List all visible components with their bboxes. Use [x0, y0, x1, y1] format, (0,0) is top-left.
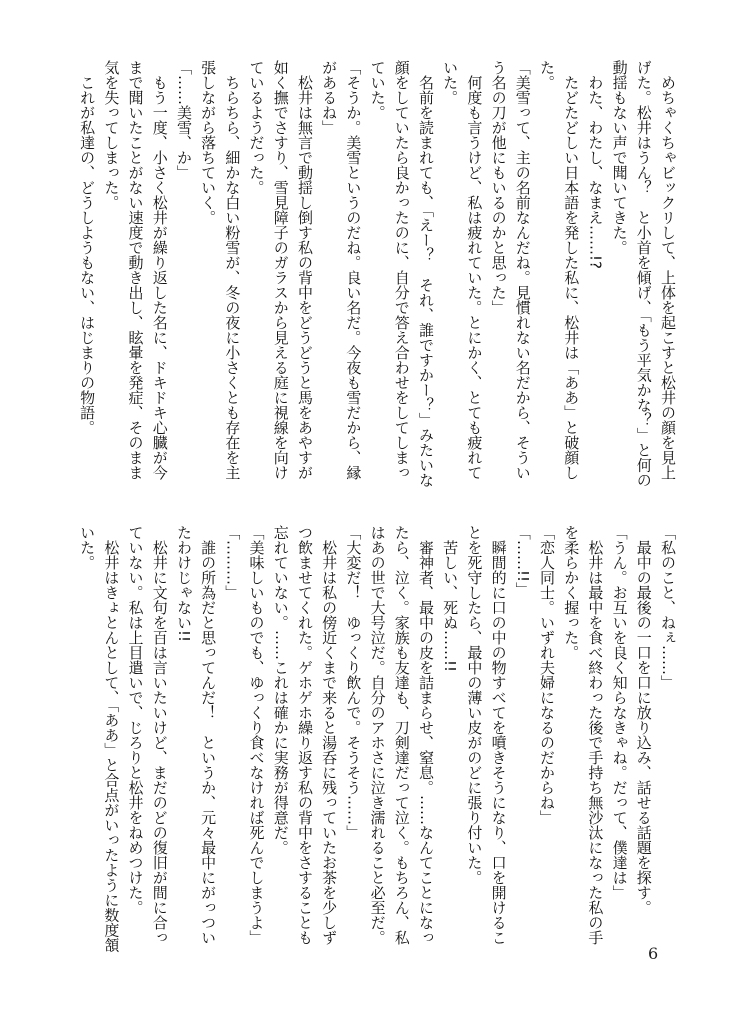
- text-line: を柔らかく握った。: [562, 525, 581, 660]
- text-line: はあの世で大号泣だ。自分のアホさに泣き濡れること必至だ。: [368, 525, 387, 945]
- text-line: 松井はきょとんとして、「ああ」と合点がいったように数度頷: [102, 525, 121, 953]
- text-line: う名の刀が他にもいるのかと思った」: [489, 60, 508, 315]
- text-line: 「大変だ！ ゆっくり飲んで。そうそう……」: [344, 525, 363, 840]
- text-line: いた。: [441, 60, 460, 105]
- text-line: 苦しい、死ぬ……!!: [441, 525, 460, 673]
- text-line: とを死守したら、最中の薄い皮がのどに張り付いた。: [465, 525, 484, 885]
- text-line: もう一度、小さく松井が繰り返した名に、ドキドキ心臓が今: [150, 60, 169, 480]
- text-line: 気を失ってしまった。: [102, 60, 121, 210]
- text-line: 「うん。お互いを良く知らなきゃね。だって、僕達は」: [610, 525, 629, 900]
- text-line: 「美味しいものでも、ゆっくり食べなければ死んでしまうよ」: [247, 525, 266, 945]
- text-line: げた。松井はうん？ と小首を傾げ、「もう平気かな？」と何の: [634, 60, 653, 488]
- text-line: めちゃくちゃビックリして、上体を起こすと松井の顔を見上: [659, 60, 677, 480]
- text-block-top: [74, 60, 680, 505]
- text-line: わた、わたし、なまえ……!?: [586, 60, 605, 269]
- text-line: 「そうか。美雪というのだね。良い名だ。今夜も雪だから、縁: [344, 60, 363, 480]
- text-line: 「……美雪、か」: [174, 60, 193, 180]
- text-line: 忘れていない。……これは確かに実務が得意だ。: [271, 525, 290, 855]
- text-line: 松井に文句を百は言いたいけど、まだのどの復旧が間に合っ: [150, 525, 169, 945]
- text-line: これが私達の、どうしようもない、はじまりの物語。: [78, 60, 97, 435]
- text-line: いた。: [78, 525, 97, 570]
- text-line: 松井は無言で動揺し倒す私の背中をどうどうと馬をあやすが: [295, 60, 314, 480]
- text-line: 張しながら落ちていく。: [199, 60, 218, 225]
- text-line: ているようだった。: [247, 60, 266, 195]
- text-line: 名前を読まれても、「えー？ それ、誰ですかー？」みたいな: [416, 60, 435, 488]
- text-line: 審神者、最中の皮を詰まらせ、窒息。……なんてことになっ: [416, 525, 435, 945]
- text-line: 何度も言うけど、私は疲れていた。とにかく、とても疲れて: [465, 60, 484, 480]
- text-line: 松井は私の傍近くまで来ると湯呑に残っていたお茶を少しず: [320, 525, 339, 945]
- text-line: ていた。: [368, 60, 387, 120]
- text-line: たどたどしい日本語を発した私に、松井は「ああ」と破顔し: [562, 60, 581, 480]
- text-line: 「私のこと、ねぇ……」: [659, 525, 677, 690]
- text-line: ていない。私は上目遣いで、じろりと松井をねめつけた。: [126, 525, 145, 915]
- text-line: つ飲ませてくれた。ゲホゲホ繰り返す私の背中をさすることも: [295, 525, 314, 945]
- text-line: 「美雪って、主の名前なんだね。見慣れない名だから、そうい: [513, 60, 532, 480]
- text-line: 「恋人同士。いずれ夫婦になるのだからね」: [537, 525, 556, 825]
- text-line: た。: [537, 60, 556, 90]
- text-line: たわけじゃない!!: [174, 525, 193, 643]
- text-line: 最中の最後の一口を口に放り込み、話せる話題を探す。: [634, 525, 653, 915]
- text-line: たら、泣く。家族も友達も、刀剣達だって泣く。もちろん、私: [392, 525, 411, 945]
- text-line: 動揺もない声で聞いてきた。: [610, 60, 629, 255]
- text-line: 瞬間的に口の中の物すべてを噴きそうになり、口を開けるこ: [489, 525, 508, 945]
- text-line: 「……!!」: [513, 525, 532, 598]
- text-line: 顔をしていたら良かったのに、自分で答え合わせをしてしまっ: [392, 60, 411, 480]
- text-line: 誰の所為だと思ってんだ！ というか、元々最中にがっつい: [199, 525, 218, 945]
- text-block-bottom: [74, 525, 680, 953]
- page-number: 6: [648, 944, 659, 963]
- text-line: 「………」: [223, 525, 242, 600]
- text-line: があるね」: [320, 60, 339, 135]
- text-line: ちらちら、細かな白い粉雪が、冬の夜に小さくとも存在を主: [223, 60, 242, 480]
- text-line: 松井は最中を食べ終わった後で手持ち無沙汰になった私の手: [586, 525, 605, 945]
- text-line: まで聞いたことがない速度で動き出し、眩暈を発症、そのまま: [126, 60, 145, 480]
- text-line: 如く撫でさすり、雪見障子のガラスから見える庭に視線を向け: [271, 60, 290, 480]
